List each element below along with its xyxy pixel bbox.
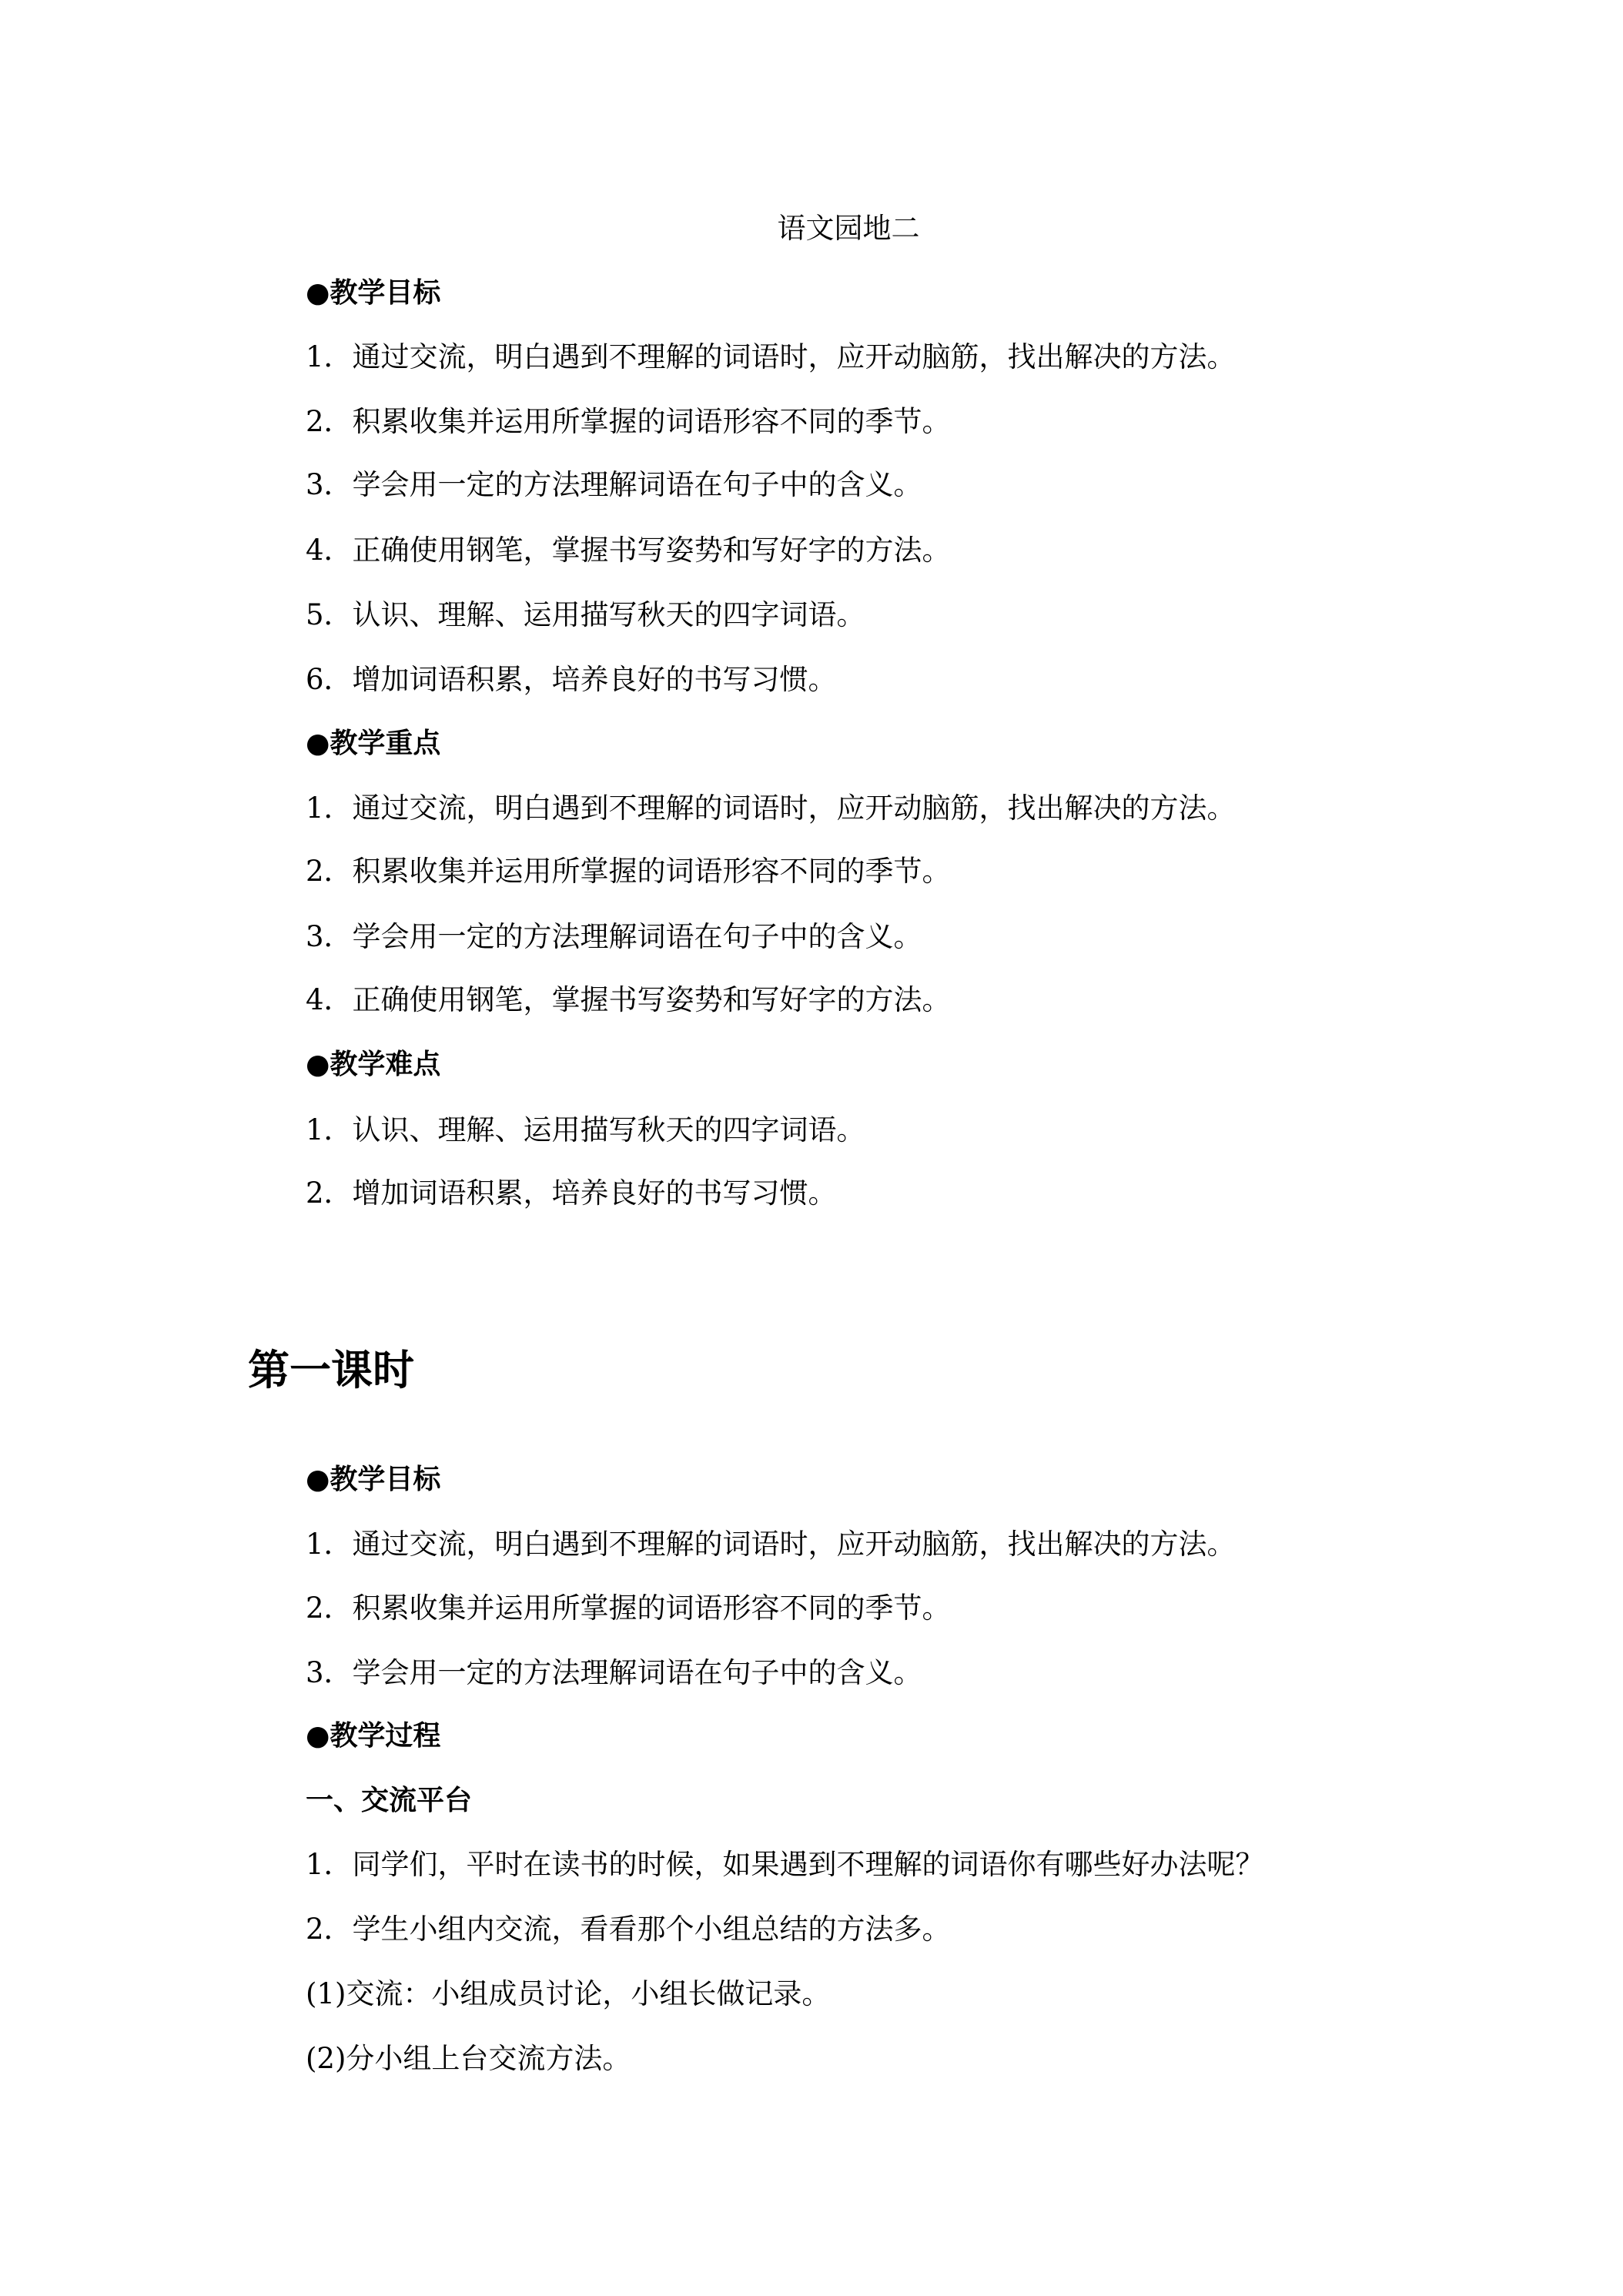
list-item: 2．学生小组内交流，看看那个小组总结的方法多。: [306, 1913, 951, 1946]
list-item: (2)分小组上台交流方法。: [306, 2042, 631, 2075]
list-item: 2．积累收集并运用所掌握的词语形容不同的季节。: [306, 855, 951, 888]
lesson-goals-heading: ●教学目标: [306, 1464, 441, 1495]
step-heading-exchange-platform: 一、交流平台: [306, 1785, 473, 1816]
list-item: 1．通过交流，明白遇到不理解的词语时，应开动脑筋，找出解决的方法。: [306, 340, 1236, 373]
list-item: 1．通过交流，明白遇到不理解的词语时，应开动脑筋，找出解决的方法。: [306, 792, 1236, 825]
list-item: 1．通过交流，明白遇到不理解的词语时，应开动脑筋，找出解决的方法。: [306, 1528, 1236, 1561]
list-item: 3．学会用一定的方法理解词语在句子中的含义。: [306, 1656, 922, 1689]
list-item: 4．正确使用钢笔，掌握书写姿势和写好字的方法。: [306, 983, 951, 1016]
list-item: 6．增加词语积累，培养良好的书写习惯。: [306, 663, 837, 696]
list-item: 1．同学们，平时在读书的时候，如果遇到不理解的词语你有哪些好办法呢？: [306, 1848, 1264, 1881]
section-heading-difficulties: ●教学难点: [306, 1049, 441, 1080]
lesson-process-heading: ●教学过程: [306, 1720, 441, 1752]
section-heading-goals: ●教学目标: [306, 277, 441, 309]
lesson-title: 第一课时: [248, 1346, 414, 1394]
list-item: 5．认识、理解、运用描写秋天的四字词语。: [306, 598, 865, 631]
list-item: 1．认识、理解、运用描写秋天的四字词语。: [306, 1113, 865, 1146]
list-item: 2．增加词语积累，培养良好的书写习惯。: [306, 1176, 837, 1210]
list-item: 2．积累收集并运用所掌握的词语形容不同的季节。: [306, 405, 951, 438]
list-item: (1)交流：小组成员讨论，小组长做记录。: [306, 1977, 831, 2010]
list-item: 3．学会用一定的方法理解词语在句子中的含义。: [306, 468, 922, 501]
list-item: 4．正确使用钢笔，掌握书写姿势和写好字的方法。: [306, 534, 951, 567]
list-item: 2．积累收集并运用所掌握的词语形容不同的季节。: [306, 1591, 951, 1625]
list-item: 3．学会用一定的方法理解词语在句子中的含义。: [306, 920, 922, 953]
section-heading-key-points: ●教学重点: [306, 728, 441, 759]
document-title: 语文园地二: [777, 212, 920, 245]
